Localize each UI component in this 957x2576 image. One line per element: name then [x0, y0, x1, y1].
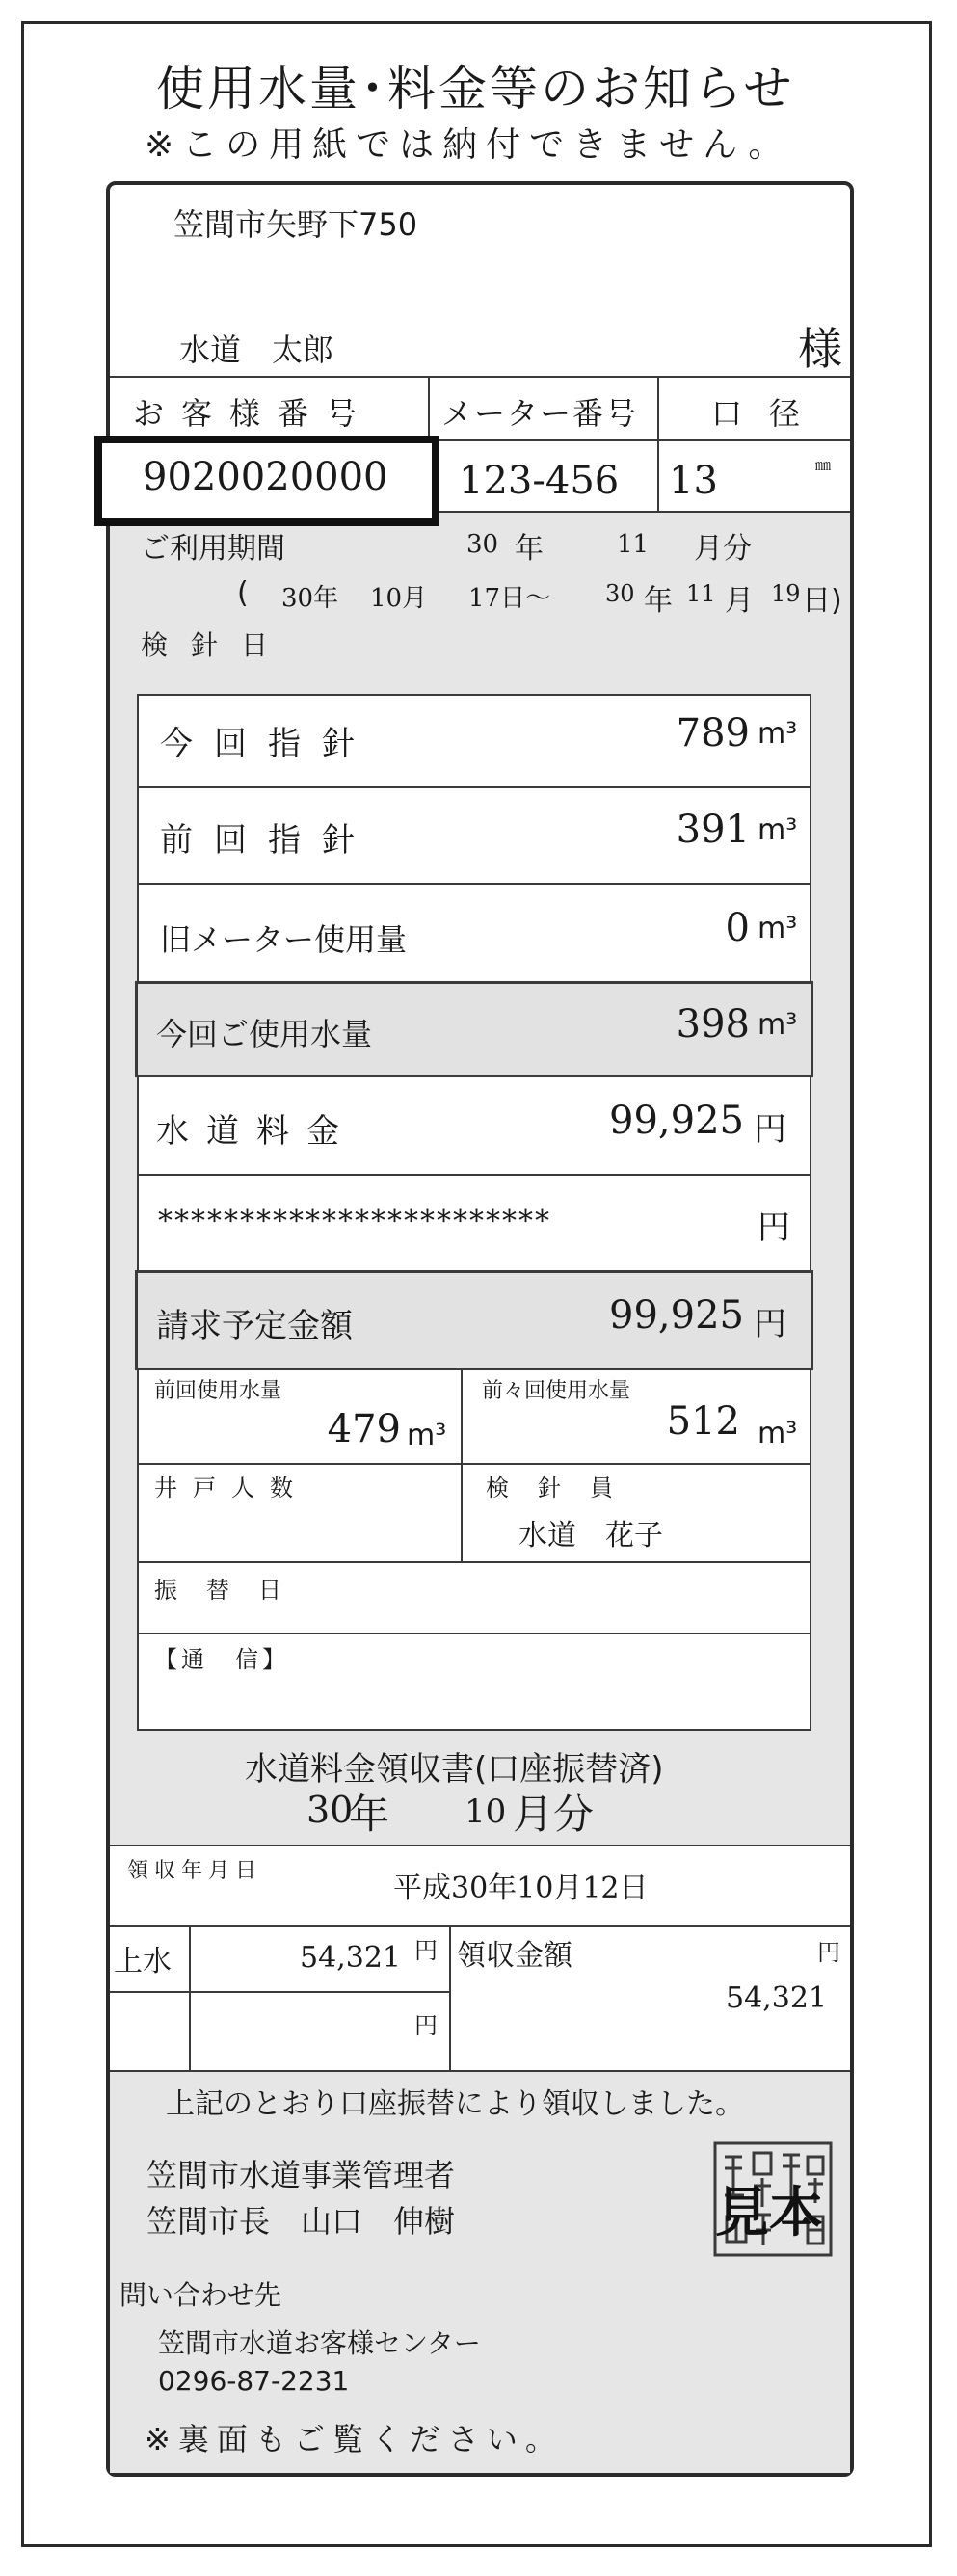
period-end-month-unit: 月 — [725, 584, 754, 618]
period-year-unit: 年 — [515, 532, 544, 566]
old-meter-label: 旧メーター使用量 — [160, 921, 408, 958]
receipt-confirmation: 上記のとおり口座振替により領収しました。 — [166, 2087, 744, 2121]
payment-notice: ※この用紙では納付できません。 — [145, 125, 792, 165]
supply-yen: 円 — [414, 1937, 438, 1964]
receipt-title: 水道料金領収書(口座振替済) — [245, 1750, 664, 1789]
receipt-year: 30 — [306, 1789, 354, 1831]
customer-number: 9020020000 — [143, 455, 388, 499]
period-end-day: 19 — [771, 580, 801, 607]
receipt-month-unit: 月分 — [513, 1791, 595, 1838]
supply-value: 54,321 — [300, 1941, 401, 1975]
billing-yen: 円 — [754, 1305, 786, 1343]
prev-usage-unit: m³ — [407, 1419, 447, 1452]
current-reading-unit: m³ — [758, 717, 798, 751]
customer-honorific: 様 — [798, 323, 842, 375]
diameter-unit: ㎜ — [815, 456, 832, 474]
period-month-unit: 月分 — [694, 532, 752, 566]
shaded-band-bottom — [110, 2072, 850, 2473]
meter-reader-label: 検針員 — [486, 1474, 642, 1501]
customer-number-label: お客様番号 — [133, 395, 375, 432]
billing-label: 請求予定金額 — [156, 1307, 353, 1345]
period-end-day-unit: 日) — [802, 584, 842, 618]
contact-center: 笠間市水道お客様センター — [158, 2327, 481, 2359]
receipt-date-label: 領収年月日 — [127, 1859, 263, 1883]
total-label: 領収金額 — [457, 1939, 572, 1973]
period-start-year: 30年 — [281, 584, 339, 613]
usage-unit: m³ — [758, 1008, 798, 1042]
contact-phone: 0296-87-2231 — [158, 2365, 350, 2397]
supply-second-yen: 円 — [414, 2012, 438, 2039]
water-fee-yen: 円 — [754, 1110, 786, 1149]
period-end-month: 11 — [686, 580, 716, 607]
prev2-usage-value: 512 — [666, 1399, 740, 1444]
sample-stamp: 見本 — [715, 2182, 823, 2244]
usage-value: 398 — [676, 1002, 750, 1047]
reading-date-label: 検針日 — [141, 629, 292, 661]
meter-reader-name: 水道 花子 — [518, 1519, 663, 1553]
customer-address: 笠間市矢野下750 — [173, 206, 418, 243]
masked-amount: ************************ — [158, 1205, 551, 1238]
contact-label: 問い合わせ先 — [120, 2279, 282, 2311]
period-year: 30 — [466, 530, 499, 559]
diameter-label: 口径 — [711, 395, 828, 432]
current-reading-label: 今回指針 — [160, 725, 376, 763]
previous-reading-unit: m³ — [758, 813, 798, 847]
message-label: 【通 信】 — [154, 1646, 289, 1673]
period-label: ご利用期間 — [141, 532, 285, 566]
water-fee-label: 水道料金 — [156, 1112, 357, 1151]
prev2-usage-unit: m³ — [758, 1417, 798, 1450]
old-meter-value: 0 — [725, 906, 750, 950]
meter-number: 123-456 — [459, 459, 620, 503]
issuer-line1: 笠間市水道事業管理者 — [146, 2157, 456, 2193]
customer-name: 水道 太郎 — [179, 332, 334, 368]
period-end-year: 30 — [605, 580, 635, 607]
usage-label: 今回ご使用水量 — [156, 1016, 373, 1052]
transfer-date-label: 振替日 — [154, 1577, 310, 1604]
period-open-paren: ( — [237, 576, 249, 610]
receipt-year-unit: 年 — [349, 1791, 390, 1838]
billing-value: 99,925 — [609, 1293, 744, 1338]
meter-number-label: メーター番号 — [441, 395, 639, 432]
prev-usage-label: 前回使用水量 — [154, 1379, 282, 1403]
previous-reading-label: 前回指針 — [160, 821, 376, 860]
period-start-day: 17日～ — [468, 584, 551, 613]
water-fee-value: 99,925 — [609, 1099, 744, 1143]
old-meter-unit: m³ — [758, 912, 798, 945]
issuer-line2: 笠間市長 山口 伸樹 — [146, 2203, 456, 2240]
back-note: ※裏面もご覧ください。 — [145, 2421, 564, 2457]
diameter-value: 13 — [669, 459, 718, 503]
total-yen: 円 — [817, 1939, 840, 1966]
period-end-year-unit: 年 — [644, 584, 673, 618]
previous-reading-value: 391 — [676, 808, 750, 852]
period-start-month: 10月 — [370, 584, 428, 613]
receipt-month: 10 — [465, 1793, 507, 1831]
total-value: 54,321 — [726, 1981, 827, 2015]
receipt-date-value: 平成30年10月12日 — [393, 1872, 649, 1905]
masked-yen: 円 — [758, 1208, 790, 1247]
period-month: 11 — [617, 530, 650, 559]
prev2-usage-label: 前々回使用水量 — [482, 1379, 631, 1403]
household-label: 井戸人数 — [154, 1474, 308, 1501]
prev-usage-value: 479 — [327, 1407, 401, 1451]
current-reading-value: 789 — [676, 711, 750, 756]
supply-label: 上水 — [114, 1945, 172, 1978]
page-title: 使用水量･料金等のお知らせ — [156, 61, 795, 117]
